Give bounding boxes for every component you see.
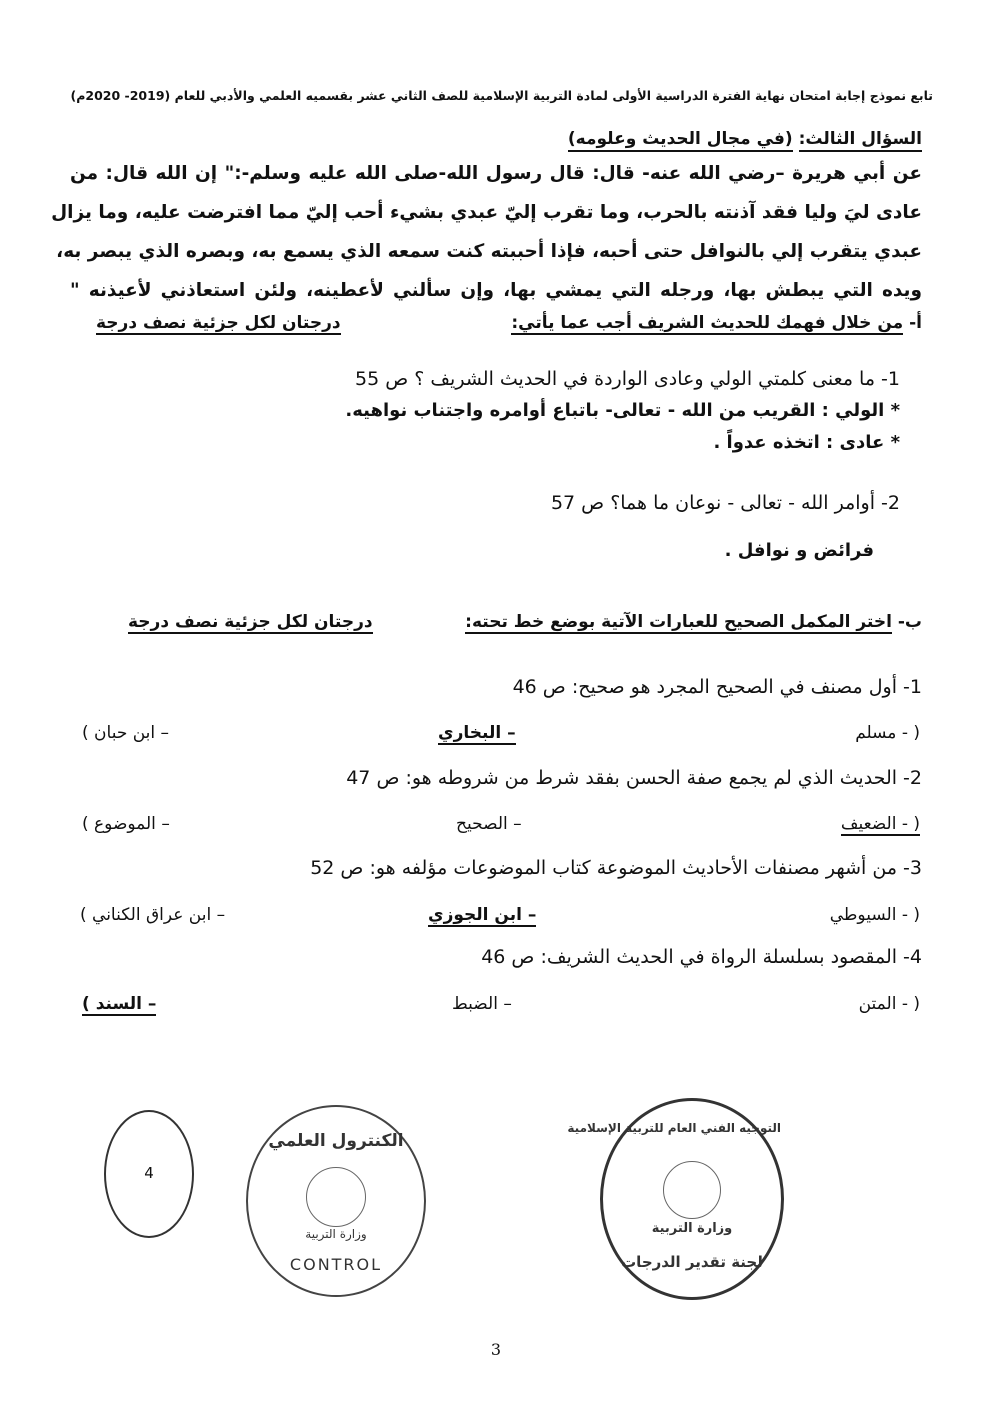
part-b-question-2 <box>346 767 922 789</box>
part-a-instruction: من خلال فهمك للحديث الشريف أجب عما يأتي: <box>511 313 904 333</box>
answer-commands: فرائض و نوافل . <box>724 540 874 561</box>
part-a-heading <box>511 313 922 333</box>
control-stamp-ministry: وزارة التربية <box>305 1227 367 1241</box>
option-ibn-hibban: – ابن حبان ) <box>82 723 170 743</box>
exam-header: تابع نموذج إجابة امتحان نهاية الفترة الدراسية الأولى لمادة التربية الإسلامية للصف الثاني عشر بقسميه العلمي والأدبي للعام (2019- 2020م) <box>70 88 933 103</box>
committee-stamp-bottom-text: لجنة تقدير الدرجات <box>621 1253 763 1271</box>
question-text: 3- من أشهر مصنفات الأحاديث الموضوعة كتاب الموضوعات مؤلفه هو: <box>369 857 922 879</box>
question-text: 1- أول مصنف في الصحيح المجرد هو صحيح: <box>571 676 922 698</box>
part-a-question-2 <box>551 492 900 514</box>
option-sahih: – الصحيح <box>456 814 522 834</box>
part-b-question-4 <box>481 946 922 968</box>
kuwait-emblem-icon <box>306 1167 366 1227</box>
page-number: 3 <box>490 1340 502 1359</box>
grade-circle-number: 4 <box>144 1164 154 1182</box>
part-a-grade: درجتان لكل جزئية نصف درجة <box>96 313 341 333</box>
question-page: ص 46 <box>481 946 535 968</box>
control-stamp-top-text: الكنترول العلمي <box>268 1131 404 1151</box>
answer-aada: * عادى : اتخذه عدواً . <box>713 432 900 453</box>
option-bukhari: – البخاري <box>438 723 516 743</box>
question-page: ص 52 <box>310 857 364 879</box>
option-suyuti: ( - السيوطي <box>829 905 920 925</box>
question-text: 1- ما معنى كلمتي الولي وعادى الواردة في الحديث الشريف ؟ <box>414 368 900 390</box>
option-daif: ( - الضعيف <box>840 814 920 834</box>
part-a-question-1 <box>355 368 900 390</box>
answer-wali: * الولي : القريب من الله - تعالى- باتباع أوامره واجتناب نواهيه. <box>345 400 900 421</box>
question-page: ص 46 <box>512 676 566 698</box>
option-ibn-jawzi: – ابن الجوزي <box>428 905 537 925</box>
section-title <box>568 129 922 149</box>
question-text: 2- أوامر الله - تعالى - نوعان ما هما؟ <box>610 492 900 514</box>
part-b-prefix: ب- <box>897 612 922 632</box>
hadith-line-4: ويده التي يبطش بها، ورجله التي يمشي بها، وإن سألني لأعطينه، ولئن استعاذني لأعيذنه " <box>70 280 922 301</box>
hadith-line-3: عبدي يتقرب إلي بالنوافل حتى أحبه، فإذا أحببته كنت سمعه الذي يسمع به، وبصره الذي يبصر به، <box>56 241 922 262</box>
committee-stamp-top-text: التوجيه الفني العام للتربية الإسلامية <box>567 1121 781 1135</box>
part-b-heading <box>465 612 922 632</box>
part-b-grade: درجتان لكل جزئية نصف درجة <box>128 612 373 632</box>
option-ibn-iraq: – ابن عراق الكناني ) <box>80 905 226 925</box>
question-page: ص 47 <box>346 767 400 789</box>
option-sanad: – السند ) <box>82 994 157 1014</box>
control-stamp <box>246 1105 426 1297</box>
question-text: 2- الحديث الذي لم يجمع صفة الحسن بفقد شرط من شروطه هو: <box>405 767 922 789</box>
option-matn: ( - المتن <box>858 994 920 1014</box>
hadith-line-1: عن أبي هريرة –رضي الله عنه- قال: قال رسول الله-صلى الله عليه وسلم-:" إن الله قال: من <box>70 163 922 184</box>
grade-circle <box>104 1110 194 1238</box>
part-b-question-1 <box>513 676 922 698</box>
part-a-prefix: أ- <box>909 313 922 333</box>
committee-stamp-ministry: وزارة التربية <box>651 1221 733 1236</box>
kuwait-emblem-icon <box>663 1161 721 1219</box>
hadith-line-2: عادى ليَ وليا فقد آذنته بالحرب، وما تقرب إليّ عبدي بشيء أحب إليّ مما افترضت عليه، وما يزال <box>51 202 922 223</box>
section-title-topic: (في مجال الحديث وعلومه) <box>568 129 793 152</box>
option-mawdu: – الموضوع ) <box>82 814 170 834</box>
part-b-question-3 <box>310 857 922 879</box>
question-page: ص 57 <box>550 492 605 514</box>
question-text: 4- المقصود بسلسلة الرواة في الحديث الشريف: <box>540 946 922 968</box>
control-stamp-bottom-text: CONTROL <box>289 1255 383 1274</box>
section-title-label: السؤال الثالث: <box>799 129 922 152</box>
option-muslim: ( - مسلم <box>855 723 920 743</box>
committee-stamp <box>567 1098 784 1300</box>
question-page: ص 55 <box>355 368 409 390</box>
part-b-instruction: اختر المكمل الصحيح للعبارات الآتية بوضع خط تحته: <box>465 612 892 632</box>
option-dabt: – الضبط <box>452 994 512 1014</box>
